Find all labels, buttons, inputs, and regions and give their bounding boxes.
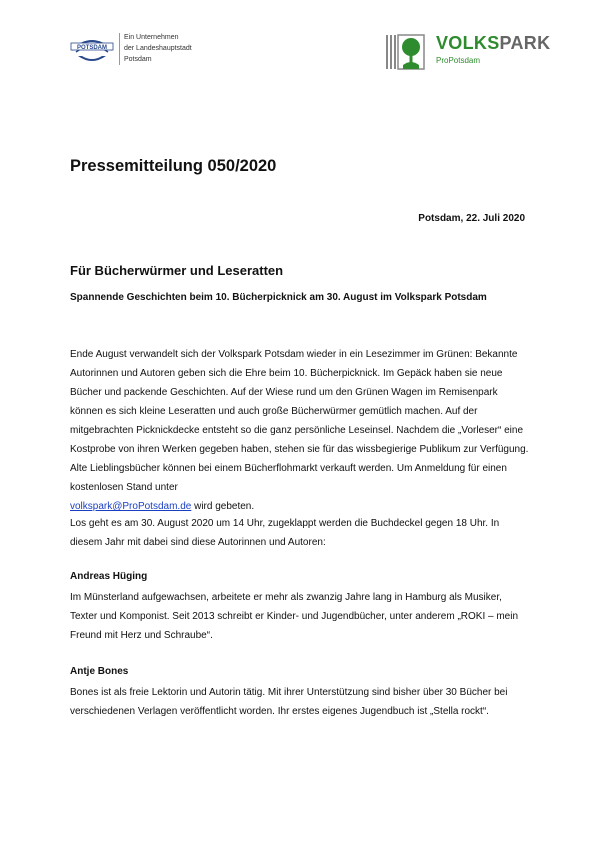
author-bio: Im Münsterland aufgewachsen, arbeitete er mehr als zwanzig Jahre lang in Hamburg als Musiker, Texter und Komponist. Seit 2013 schreibt er Kinder- und Jugendbücher, unter anderem „ROKI – mein Freund mit Herz und Schraube“. (70, 592, 519, 641)
author-name: Andreas Hüging (70, 571, 148, 582)
company-line-2: der Landeshauptstadt (124, 45, 192, 52)
schedule-paragraph: Los geht es am 30. August 2020 um 14 Uhr, zugeklappt werden die Buchdeckel gegen 18 Uhr. In diesem Jahr mit dabei sind diese Autorinnen und Autoren: (70, 518, 500, 548)
potsdam-logo (68, 34, 116, 66)
author-bio: Bones ist als freie Lektorin und Autorin tätig. Mit ihrer Unterstützung sind bisher über 30 Bücher bei verschiedenen Verlagen veröffentlicht worden. Ihr erstes eigenes Jugendbuch ist „Stella rockt“. (70, 687, 508, 717)
potsdam-logo-text: POTSDAM (77, 45, 107, 51)
brand-subtitle: ProPotsdam (436, 56, 481, 65)
company-line-1: Ein Unternehmen (124, 34, 179, 41)
author-name: Antje Bones (70, 666, 129, 677)
intro-paragraph (70, 345, 530, 516)
brand-volks: VOLKS (436, 33, 500, 53)
dateline: Potsdam, 22. Juli 2020 (418, 213, 525, 224)
headline: Für Bücherwürmer und Leseratten (70, 263, 284, 278)
intro-tail: wird gebeten. (194, 501, 255, 512)
company-line-3: Potsdam (124, 56, 152, 63)
subheadline: Spannende Geschichten beim 10. Bücherpicknick am 30. August im Volkspark Potsdam (70, 292, 487, 303)
header-divider (119, 33, 120, 65)
brand-park: PARK (499, 33, 551, 53)
email-link[interactable]: volkspark@ProPotsdam.de (70, 501, 192, 512)
intro-text: Ende August verwandelt sich der Volkspark Potsdam wieder in ein Lesezimmer im Grünen: Bekannte Autorinnen und Autoren geben sich die Ehre beim 10. Bücherpicknick. Im Gepäck haben sie neue Bücher und packende Geschichten. Auf der Wiese rund um den Grünen Wagen im Remisenpark können es sich kleine Leseratten und auch große Bücherwürmer gemütlich machen. Auf der mitgebrachten Picknickdecke entsteht so die ganz persönliche Leseinsel. Nachdem die „Vorleser“ eine Kostprobe von ihren Werken gegeben haben, stehen sie für das wissbegierige Publikum zur Verfügung. Alte Lieblingsbücher können bei einem Bücherflohmarkt verkauft werden. Um Anmeldung für einen kostenlosen Stand unter (70, 349, 529, 493)
volkspark-logo-icon (386, 33, 426, 71)
volkspark-wordmark (436, 34, 550, 52)
document-title: Pressemitteilung 050/2020 (70, 157, 277, 175)
